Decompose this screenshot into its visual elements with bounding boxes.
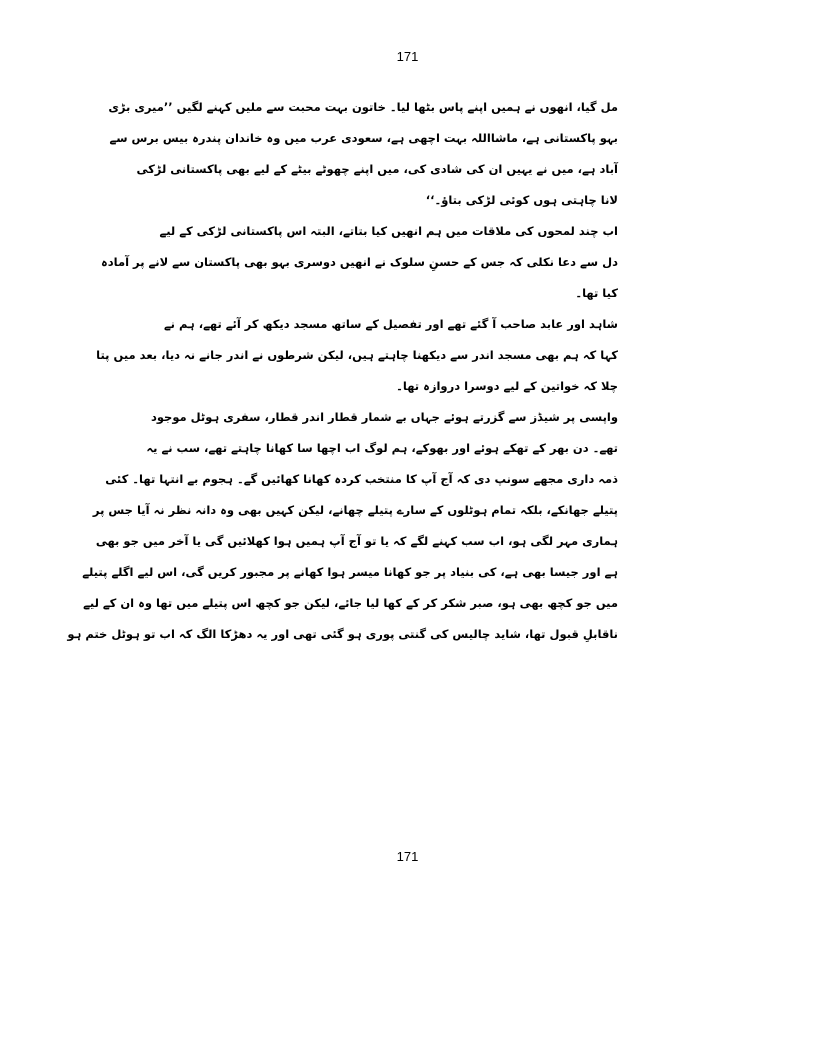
text-line: بہو پاکستانی ہے، ماشااللہ بہت اچھی ہے، سعودی عرب میں وہ خاندان پندرہ بیس برس سے <box>109 131 618 145</box>
body-text <box>67 92 618 650</box>
text-line: تھے۔ دن بھر کے تھکے ہوئے اور بھوکے، ہم لوگ اب اچھا سا کھانا چاہتے تھے، سب نے یہ <box>146 441 618 455</box>
text-line: ہماری مہر لگی ہو، اب سب کہنے لگے کہ یا تو آج آپ ہمیں ہوا کھلائیں گی یا آخر میں جو بھی <box>95 534 618 548</box>
paragraph-3 <box>96 309 618 402</box>
paragraph-1 <box>108 92 618 216</box>
paragraph-2 <box>101 216 618 309</box>
paragraph-4 <box>67 402 618 650</box>
text-line: کیا تھا۔ <box>575 286 618 300</box>
text-line: چلا کہ خواتین کے لیے دوسرا دروازہ تھا۔ <box>396 379 618 393</box>
text-line: ناقابلِ قبول تھا، شاید چالیس کی گنتی پوری ہو گئی تھی اور یہ دھڑکا الگ کہ اب تو ہوٹل ختم ہو <box>67 627 618 641</box>
text-line: اب چند لمحوں کی ملاقات میں ہم انھیں کیا بتاتے، البتہ اس پاکستانی لڑکی کے لیے <box>159 224 618 238</box>
text-line: آباد ہے، میں نے یہیں ان کی شادی کی، میں اپنے چھوٹے بیٹے کے لیے بھی پاکستانی لڑکی <box>136 162 618 176</box>
text-line: مل گیا، انھوں نے ہمیں اپنے پاس بٹھا لیا۔ خاتون بہت محبت سے ملیں کہنے لگیں ’’میری بڑی <box>108 100 618 114</box>
text-line: پتیلے جھانکے، بلکہ تمام ہوٹلوں کے سارے پتیلے چھانے، لیکن کہیں بھی وہ دانہ نظر نہ آیا جس پر <box>92 503 618 517</box>
text-line: دل سے دعا نکلی کہ جس کے حسنِ سلوک نے انھیں دوسری بہو بھی پاکستان سے لانے پر آمادہ <box>101 255 618 269</box>
text-line: واپسی پر شیڈز سے گزرتے ہوئے جہاں بے شمار قطار اندر قطار، سفری ہوٹل موجود <box>150 410 618 424</box>
text-line: ذمہ داری مجھے سونپ دی کہ آج آپ کا منتخب کردہ کھانا کھائیں گے۔ ہجوم بے انتہا تھا۔ کئی <box>105 472 618 486</box>
text-line: میں جو کچھ بھی ہو، صبر شکر کر کے کھا لیا جائے، لیکن جو کچھ اس پتیلے میں تھا وہ ان کے لیے <box>83 596 618 610</box>
page-number-bottom: 171 <box>396 849 419 864</box>
page-number-top: 171 <box>396 49 419 64</box>
text-line: ہے اور جیسا بھی ہے، کی بنیاد پر جو کھانا میسر ہوا کھانے پر مجبور کریں گی، اس لیے اگلے پتیلے <box>82 565 618 579</box>
text-line: کہا کہ ہم بھی مسجد اندر سے دیکھنا چاہتے ہیں، لیکن شرطوں نے اندر جانے نہ دیا، بعد میں پتا <box>96 348 618 362</box>
text-line: لانا چاہتی ہوں کوئی لڑکی بتاؤ۔‘‘ <box>425 193 618 207</box>
text-line: شاہد اور عابد صاحب آ گئے تھے اور تفصیل کے ساتھ مسجد دیکھ کر آئے تھے، ہم نے <box>163 317 618 331</box>
